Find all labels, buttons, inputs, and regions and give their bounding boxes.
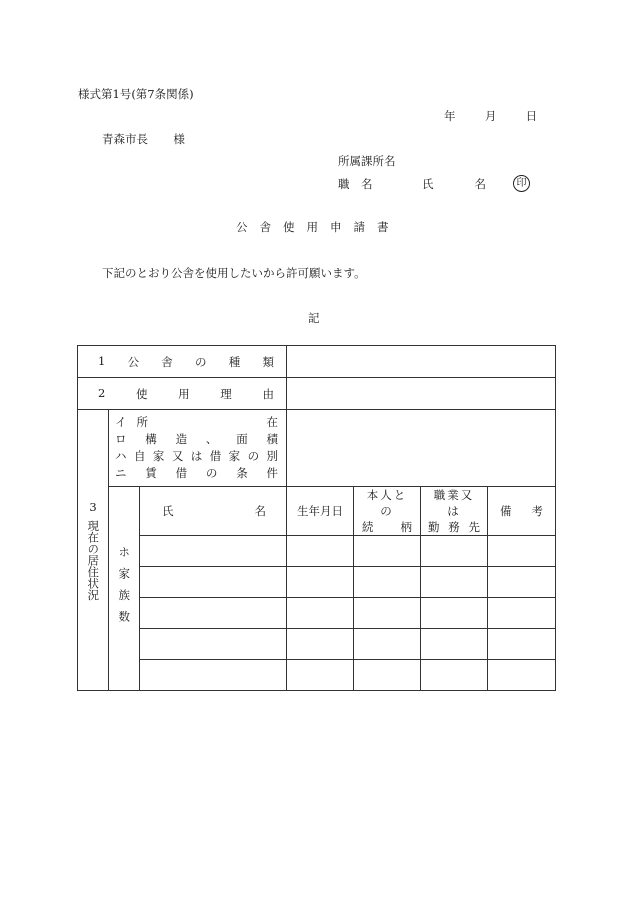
seal-mark: 印 — [513, 175, 530, 192]
label-char: 使 — [135, 386, 148, 401]
item-char: 又 — [171, 449, 184, 463]
item-char: ハ — [115, 449, 127, 463]
item-char: 借 — [175, 466, 188, 480]
family-relation-cell[interactable] — [354, 567, 421, 598]
family-relation-cell[interactable] — [354, 598, 421, 629]
label-kind — [78, 346, 287, 378]
form-number: 様式第1号(第7条関係) — [78, 87, 194, 101]
family-birth-cell[interactable] — [287, 567, 354, 598]
hdr-char: 柄 — [400, 520, 412, 534]
item-char: 在 — [266, 415, 278, 429]
hdr-char: 備 — [500, 504, 512, 518]
family-remarks-cell[interactable] — [488, 567, 556, 598]
hdr-char: 勤 — [428, 520, 440, 534]
residence-items — [109, 410, 287, 487]
row-kind — [78, 346, 556, 378]
item-char: の — [247, 449, 260, 463]
residence-label: 現在の居住状況 — [86, 519, 101, 601]
label-char: 舎 — [161, 354, 173, 369]
table-row — [78, 660, 556, 691]
family-label — [109, 487, 140, 691]
name-label: 氏 名 — [422, 177, 492, 191]
item-char: 積 — [266, 432, 278, 446]
item-char: 条 — [236, 466, 248, 480]
date-month: 月 — [484, 109, 497, 123]
family-name-cell[interactable] — [140, 629, 287, 660]
family-birth-cell[interactable] — [287, 660, 354, 691]
item-char: ロ — [115, 432, 127, 446]
item-char: 家 — [152, 449, 165, 463]
item-char: は — [190, 449, 203, 463]
hdr-char: 先 — [468, 520, 480, 534]
item-char: 別 — [266, 449, 278, 463]
hdr-relation — [354, 487, 421, 536]
family-birth-cell[interactable] — [287, 629, 354, 660]
hdr-name — [140, 487, 287, 536]
addressee-line — [102, 131, 185, 147]
table-row — [78, 567, 556, 598]
item-char: イ — [115, 415, 127, 429]
item-ni — [115, 465, 278, 482]
label-char: 種 — [228, 354, 241, 369]
hdr-occupation — [421, 487, 488, 536]
label-char: 由 — [262, 386, 274, 401]
value-residence[interactable] — [287, 410, 556, 487]
family-occupation-cell[interactable] — [421, 598, 488, 629]
date-year: 年 — [444, 109, 456, 123]
family-header-row — [78, 487, 556, 536]
item-ha — [115, 448, 278, 465]
hdr-char: 名 — [254, 504, 266, 518]
label-reason — [78, 378, 287, 410]
hdr-birth: 生年月日 — [287, 487, 354, 536]
honorific: 様 — [173, 132, 185, 146]
application-table — [77, 345, 556, 691]
row-num-3: 3 — [89, 499, 97, 514]
family-occupation-cell[interactable] — [421, 536, 488, 567]
addressee: 青森市長 — [102, 132, 148, 146]
family-occupation-cell[interactable] — [421, 629, 488, 660]
date-day: 日 — [525, 109, 538, 123]
value-reason[interactable] — [287, 378, 556, 410]
family-relation-cell[interactable] — [354, 536, 421, 567]
ki-mark: 記 — [308, 311, 320, 325]
hdr-char: 氏 — [162, 504, 174, 518]
form-title: 公舎使用申請書 — [236, 220, 401, 234]
applicant-line — [338, 176, 533, 192]
date-line — [444, 108, 537, 124]
dept-label: 所属課所名 — [338, 154, 396, 168]
item-char: 自 — [133, 449, 146, 463]
table-row — [78, 629, 556, 660]
hdr-char: 考 — [531, 504, 543, 518]
item-char: の — [205, 466, 218, 480]
family-occupation-cell[interactable] — [421, 567, 488, 598]
position-label: 職 名 — [338, 177, 373, 191]
hdr-occupation-top: 職業又は — [433, 488, 475, 518]
item-char: 構 — [145, 432, 157, 446]
family-name-cell[interactable] — [140, 660, 287, 691]
family-remarks-cell[interactable] — [488, 629, 556, 660]
row-reason — [78, 378, 556, 410]
hdr-remarks — [488, 487, 556, 536]
family-birth-cell[interactable] — [287, 598, 354, 629]
label-char: 類 — [262, 354, 274, 369]
family-birth-cell[interactable] — [287, 536, 354, 567]
item-char: ニ — [115, 466, 127, 480]
family-remarks-cell[interactable] — [488, 598, 556, 629]
item-char: 面 — [236, 432, 248, 446]
family-occupation-cell[interactable] — [421, 660, 488, 691]
item-char: 借 — [209, 449, 222, 463]
row-num-1: 1 — [98, 353, 106, 368]
item-char: 所 — [136, 415, 148, 429]
hdr-char: 務 — [448, 520, 460, 534]
label-char: の — [195, 354, 207, 369]
item-i — [115, 414, 278, 431]
row-num-2: 2 — [98, 385, 106, 400]
family-name-cell[interactable] — [140, 598, 287, 629]
family-remarks-cell[interactable] — [488, 536, 556, 567]
item-char: 造 — [175, 432, 188, 446]
table-row — [78, 536, 556, 567]
label-char: 公 — [127, 354, 140, 369]
item-char: 家 — [228, 449, 241, 463]
value-kind[interactable] — [287, 346, 556, 378]
family-relation-cell[interactable] — [354, 629, 421, 660]
family-count-label: ホ家族数 — [117, 545, 132, 632]
body-text: 下記のとおり公舎を使用したいから許可願います。 — [102, 266, 366, 280]
family-name-cell[interactable] — [140, 567, 287, 598]
family-relation-cell[interactable] — [354, 660, 421, 691]
family-name-cell[interactable] — [140, 536, 287, 567]
label-char: 用 — [178, 386, 190, 401]
hdr-relation-top: 本人との — [366, 488, 408, 518]
item-char: 件 — [266, 466, 278, 480]
family-remarks-cell[interactable] — [488, 660, 556, 691]
item-char: 賃 — [145, 466, 157, 480]
table-row — [78, 598, 556, 629]
item-ro — [115, 431, 278, 448]
label-residence — [78, 410, 109, 691]
item-char: 、 — [205, 432, 218, 446]
hdr-char: 続 — [362, 520, 374, 534]
label-char: 理 — [220, 386, 232, 401]
row-residence — [78, 410, 556, 487]
